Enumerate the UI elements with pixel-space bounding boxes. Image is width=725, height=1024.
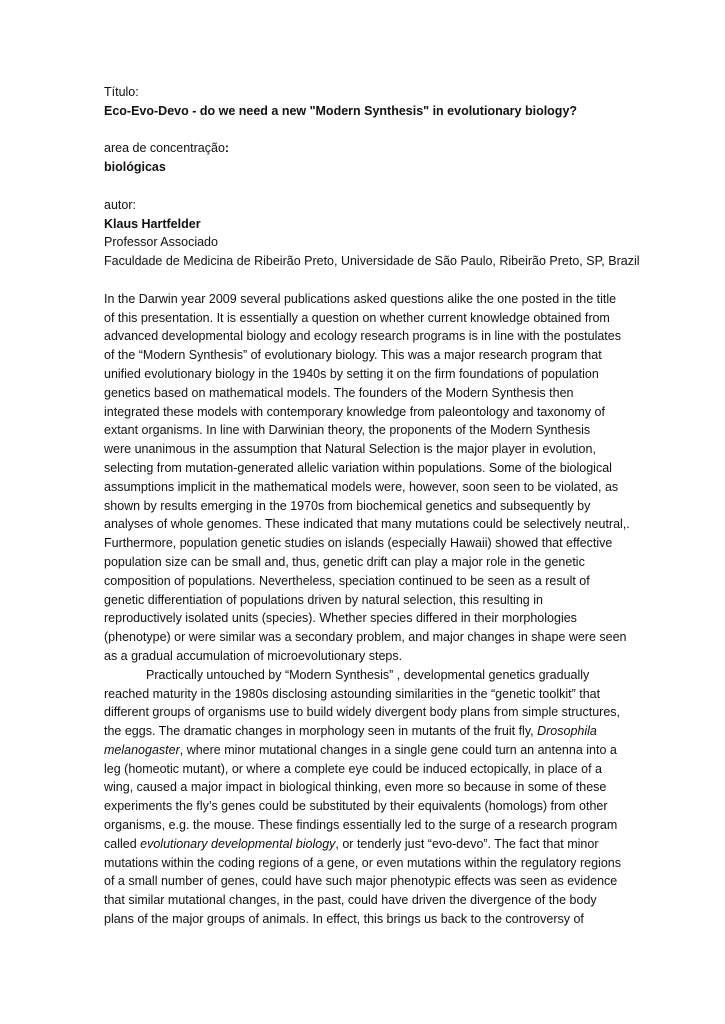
spacer	[104, 271, 624, 290]
paragraph-line: leg (homeotic mutant), or where a complete eye could be induced ectopically, in place of a	[104, 761, 602, 776]
paragraph-line: unified evolutionary biology in the 1940s by setting it on the firm foundations of population	[104, 366, 599, 381]
author-affiliation: Faculdade de Medicina de Ribeirão Preto, Universidade de São Paulo, Ribeirão Preto, SP, Brazil	[104, 254, 640, 269]
title-label: Título:	[104, 85, 139, 99]
paragraph-line: that similar mutational changes, in the past, could have driven the divergence of the body	[104, 893, 597, 908]
text-run: called	[104, 836, 141, 851]
paragraph-line: mutations within the coding regions of a gene, or even mutations within the regulatory regions	[104, 855, 621, 870]
author-label: autor:	[104, 197, 136, 212]
paragraph-line	[104, 835, 624, 854]
author-position: Professor Associado	[104, 235, 218, 250]
paragraph-line: of this presentation. It is essentially a question on whether current knowledge obtained from	[104, 310, 610, 325]
paragraph-line: genetic differentiation of populations driven by natural selection, this resulting in	[104, 592, 543, 607]
text-run: the eggs. The dramatic changes in morphology seen in mutants of the fruit fly,	[104, 724, 538, 739]
document-title: Eco-Evo-Devo - do we need a new "Modern Synthesis" in evolutionary biology?	[104, 103, 578, 118]
paragraph-line	[104, 722, 624, 741]
paragraph-line: integrated these models with contemporary knowledge from paleontology and taxonomy of	[104, 404, 605, 419]
paragraph-line: of a small number of genes, could have such major phenotypic effects was seen as evidence	[104, 874, 618, 889]
paragraph-line: different groups of organisms use to build widely divergent body plans from simple structures,	[104, 705, 620, 720]
paragraph-line: genetics based on mathematical models. The founders of the Modern Synthesis then	[104, 385, 574, 400]
spacer	[104, 121, 624, 140]
paragraph-2	[104, 666, 624, 929]
area-label-colon: :	[224, 141, 230, 156]
paragraph-line: experiments the fly’s genes could be substituted by their equivalents (homologs) from other	[104, 799, 608, 814]
area-label	[104, 139, 624, 158]
text-run: , where minor mutational changes in a single gene could turn an antenna into a	[179, 742, 617, 757]
author-name: Klaus Hartfelder	[104, 216, 201, 231]
paragraph-line: (phenotype) or were similar was a secondary problem, and major changes in shape were seen	[104, 630, 627, 645]
paragraph-line: Furthermore, population genetic studies on islands (especially Hawaii) showed that effective	[104, 536, 613, 551]
paragraph-line: population size can be small and, thus, genetic drift can play a major role in the genetic	[104, 554, 585, 569]
paragraph-line: reached maturity in the 1980s disclosing astounding similarities in the “genetic toolkit” that	[104, 686, 601, 701]
paragraph-line: assumptions implicit in the mathematical models were, however, soon seen to be violated, as	[104, 479, 619, 494]
paragraph-line: as a gradual accumulation of microevolutionary steps.	[104, 648, 403, 663]
paragraph-line: In the Darwin year 2009 several publications asked questions alike the one posted in the title	[104, 291, 617, 306]
field-name: evolutionary developmental biology	[140, 836, 336, 851]
paragraph-line: plans of the major groups of animals. In effect, this brings us back to the controversy of	[104, 912, 584, 927]
paragraph-line: extant organisms. In line with Darwinian theory, the proponents of the Modern Synthesis	[104, 423, 591, 438]
paragraph-line: composition of populations. Nevertheless, speciation continued to be seen as a result of	[104, 573, 590, 588]
species-name: melanogaster	[104, 742, 180, 757]
area-value: biológicas	[104, 160, 166, 175]
paragraph-line: reproductively isolated units (species). Whether species differed in their morphologies	[104, 611, 577, 626]
paragraph-line: selecting from mutation-generated allelic variation within populations. Some of the biological	[104, 460, 612, 475]
paragraph-line: shown by results emerging in the 1970s from biochemical genetics and subsequently by	[104, 498, 591, 513]
area-label-text: area de concentração	[104, 141, 225, 156]
paragraph-line: organisms, e.g. the mouse. These findings essentially led to the surge of a research program	[104, 818, 618, 833]
species-name: Drosophila	[537, 724, 597, 739]
document-page	[104, 83, 640, 929]
paragraph-1	[104, 290, 630, 666]
paragraph-line: advanced developmental biology and ecology research programs is in line with the postulates	[104, 329, 621, 344]
spacer	[104, 177, 624, 196]
paragraph-line: of the “Modern Synthesis” of evolutionary biology. This was a major research program that	[104, 348, 602, 363]
paragraph-line	[104, 741, 624, 760]
text-run: , or tenderly just “evo-devo”. The fact that minor	[335, 836, 599, 851]
paragraph-line: were unanimous in the assumption that Natural Selection is the major player in evolution,	[104, 442, 596, 457]
paragraph-line: Practically untouched by “Modern Synthesis” , developmental genetics gradually	[146, 667, 590, 682]
paragraph-line: analyses of whole genomes. These indicated that many mutations could be selectively neutral,.	[104, 517, 630, 532]
paragraph-line: wing, caused a major impact in biological thinking, even more so because in some of these	[104, 780, 607, 795]
